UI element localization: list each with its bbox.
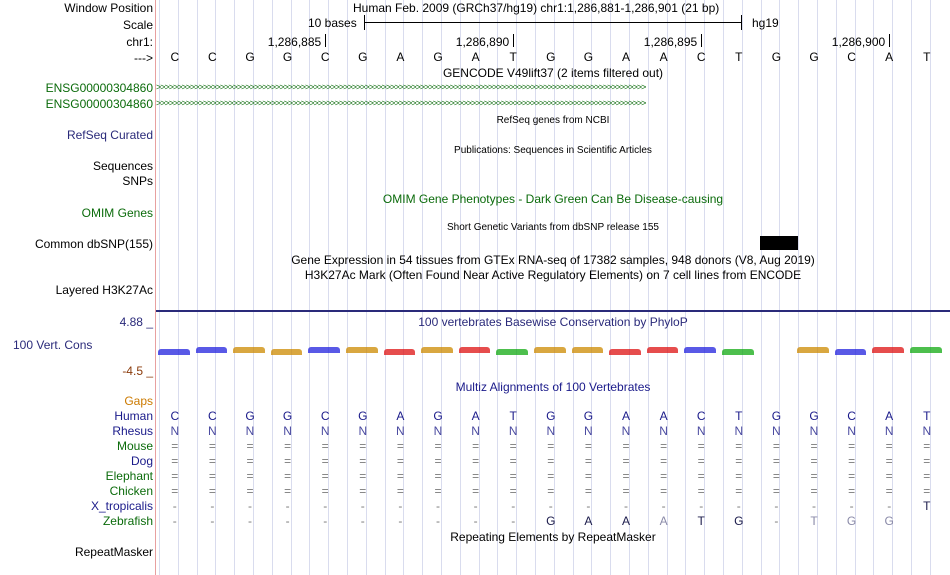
phylop-min: -4.5 _ bbox=[122, 364, 153, 378]
scale-bar-left-tick bbox=[364, 15, 365, 30]
multiz-title: Multiz Alignments of 100 Vertebrates bbox=[455, 380, 651, 394]
alignment-base: = bbox=[284, 454, 292, 468]
base-letter: A bbox=[471, 50, 480, 64]
phylop-logo bbox=[534, 347, 566, 353]
alignment-base: G bbox=[546, 409, 556, 423]
alignment-base: N bbox=[433, 424, 443, 438]
alignment-base: = bbox=[547, 469, 555, 483]
alignment-base: - bbox=[247, 514, 252, 528]
alignment-base: A bbox=[621, 409, 630, 423]
alignment-base: - bbox=[473, 499, 478, 513]
alignment-base: N bbox=[320, 424, 330, 438]
alignment-base: = bbox=[923, 439, 931, 453]
alignment-base: = bbox=[735, 469, 743, 483]
alignment-base: = bbox=[885, 454, 893, 468]
gene-feature-1[interactable]: >>>>>>>>>>>>>>>>>>>>>>>>>>>>>>>>>>>>>>>>>>>>>>>>>>>>>>>>>>>>>>>>>>>>>>>>>>>>>>>>>>>>>>>>>>>>>>>>>>>>>>>>>>>>>>>>>>> bbox=[156, 82, 646, 92]
alignment-base: = bbox=[584, 484, 592, 498]
alignment-base: N bbox=[471, 424, 480, 438]
alignment-base: = bbox=[208, 469, 216, 483]
phylop-logo bbox=[572, 347, 604, 353]
alignment-base: - bbox=[736, 499, 741, 513]
alignment-base: G bbox=[583, 409, 594, 423]
alignment-base: N bbox=[809, 424, 819, 438]
refseq-title: RefSeq genes from NCBI bbox=[496, 115, 610, 126]
alignment-base: - bbox=[210, 499, 215, 513]
snps-label[interactable]: SNPs bbox=[122, 174, 153, 188]
phylop-logo bbox=[609, 349, 641, 355]
alignment-base: - bbox=[247, 499, 252, 513]
base-letter: A bbox=[396, 50, 405, 64]
base-letter: C bbox=[847, 50, 856, 64]
alignment-base: = bbox=[923, 469, 931, 483]
chrom-label: chr1: bbox=[126, 35, 153, 49]
species-label[interactable]: Elephant bbox=[105, 469, 153, 483]
base-letter: G bbox=[433, 50, 443, 64]
position-label: 1,286,890 bbox=[455, 35, 510, 49]
alignment-base: = bbox=[246, 484, 254, 498]
alignment-base: = bbox=[171, 439, 179, 453]
alignment-base: G bbox=[884, 514, 894, 528]
alignment-base: A bbox=[584, 514, 593, 528]
scale-bar bbox=[364, 22, 742, 23]
alignment-base: = bbox=[208, 439, 216, 453]
alignment-base: G bbox=[734, 514, 744, 528]
alignment-base: = bbox=[472, 469, 480, 483]
alignment-base: C bbox=[170, 409, 180, 423]
alignment-base: - bbox=[435, 499, 440, 513]
alignment-base: = bbox=[246, 454, 254, 468]
base-letter: C bbox=[696, 50, 706, 64]
alignment-base: = bbox=[434, 439, 442, 453]
alignment-base: G bbox=[771, 409, 782, 423]
alignment-base: = bbox=[735, 439, 743, 453]
alignment-base: = bbox=[208, 454, 216, 468]
alignment-base: - bbox=[172, 514, 177, 528]
alignment-base: - bbox=[323, 499, 328, 513]
alignment-base: - bbox=[774, 499, 779, 513]
alignment-base: T bbox=[735, 409, 743, 423]
alignment-base: - bbox=[586, 499, 591, 513]
alignment-base: N bbox=[847, 424, 856, 438]
alignment-base: = bbox=[359, 439, 367, 453]
alignment-base: C bbox=[320, 409, 330, 423]
base-letter: G bbox=[583, 50, 594, 64]
alignment-base: T bbox=[697, 514, 705, 528]
alignment-base: = bbox=[171, 454, 179, 468]
repeat-label[interactable]: RepeatMasker bbox=[74, 545, 153, 559]
arrow-label: ---> bbox=[134, 51, 153, 65]
alignment-base: N bbox=[922, 424, 932, 438]
alignment-base: = bbox=[472, 454, 480, 468]
alignment-base: = bbox=[810, 469, 818, 483]
alignment-base: = bbox=[810, 439, 818, 453]
alignment-base: = bbox=[622, 439, 630, 453]
alignment-base: = bbox=[284, 469, 292, 483]
alignment-base: = bbox=[584, 439, 592, 453]
base-letter: C bbox=[320, 50, 330, 64]
alignment-base: N bbox=[772, 424, 781, 438]
alignment-base: - bbox=[172, 499, 177, 513]
alignment-base: = bbox=[923, 454, 931, 468]
alignment-base: = bbox=[697, 454, 705, 468]
alignment-base: = bbox=[772, 454, 780, 468]
alignment-base: = bbox=[434, 484, 442, 498]
phylop-logo bbox=[271, 349, 303, 355]
alignment-base: = bbox=[547, 484, 555, 498]
alignment-base: N bbox=[358, 424, 368, 438]
alignment-base: - bbox=[473, 514, 478, 528]
alignment-base: = bbox=[584, 469, 592, 483]
alignment-base: = bbox=[246, 469, 254, 483]
alignment-base: = bbox=[547, 454, 555, 468]
alignment-base: = bbox=[434, 469, 442, 483]
phylop-logo bbox=[459, 347, 491, 353]
alignment-base: - bbox=[623, 499, 628, 513]
window-position-text: Human Feb. 2009 (GRCh37/hg19) chr1:1,286,881-1,286,901 (21 bp) bbox=[353, 1, 720, 15]
alignment-base: N bbox=[283, 424, 292, 438]
species-label[interactable]: Rhesus bbox=[112, 424, 153, 438]
scale-bar-right-tick bbox=[741, 15, 742, 30]
h3k27ac-title: H3K27Ac Mark (Often Found Near Active Regulatory Elements) on 7 cell lines from ENCODE bbox=[304, 268, 802, 282]
alignment-base: - bbox=[811, 499, 816, 513]
alignment-base: - bbox=[360, 499, 365, 513]
alignment-base: N bbox=[546, 424, 556, 438]
dbsnp-title: Short Genetic Variants from dbSNP release 155 bbox=[447, 222, 659, 233]
alignment-base: C bbox=[208, 409, 217, 423]
alignment-base: N bbox=[884, 424, 894, 438]
alignment-base: A bbox=[396, 409, 405, 423]
alignment-base: = bbox=[848, 484, 856, 498]
alignment-base: = bbox=[697, 439, 705, 453]
phylop-logo bbox=[910, 347, 942, 353]
alignment-base: = bbox=[171, 469, 179, 483]
alignment-base: G bbox=[282, 409, 293, 423]
species-label[interactable]: Mouse bbox=[116, 439, 153, 453]
base-letter: A bbox=[621, 50, 630, 64]
position-label: 1,286,895 bbox=[643, 35, 698, 49]
alignment-base: A bbox=[885, 409, 894, 423]
alignment-base: = bbox=[321, 469, 329, 483]
position-label: 1,286,900 bbox=[831, 35, 886, 49]
alignment-base: = bbox=[810, 454, 818, 468]
alignment-base: = bbox=[246, 439, 254, 453]
phylop-logo bbox=[496, 349, 528, 355]
alignment-base: A bbox=[621, 514, 630, 528]
alignment-base: = bbox=[622, 469, 630, 483]
alignment-base: - bbox=[398, 499, 403, 513]
h3k27ac-baseline bbox=[156, 310, 950, 312]
base-letter: G bbox=[809, 50, 819, 64]
alignment-base: - bbox=[435, 514, 440, 528]
alignment-base: = bbox=[509, 484, 517, 498]
species-label[interactable]: X_tropicalis bbox=[90, 499, 153, 513]
alignment-base: = bbox=[284, 439, 292, 453]
phylop-logo bbox=[384, 349, 416, 355]
alignment-base: T bbox=[810, 514, 818, 528]
alignment-base: N bbox=[659, 424, 668, 438]
alignment-base: = bbox=[472, 484, 480, 498]
alignment-base: - bbox=[398, 514, 403, 528]
base-letter: T bbox=[509, 50, 517, 64]
alignment-base: = bbox=[622, 454, 630, 468]
base-letter: G bbox=[358, 50, 368, 64]
alignment-base: = bbox=[697, 469, 705, 483]
phylop-logo bbox=[196, 347, 228, 353]
alignment-base: N bbox=[621, 424, 631, 438]
window-position-label: Window Position bbox=[64, 1, 153, 15]
alignment-base: N bbox=[696, 424, 706, 438]
base-letter: G bbox=[282, 50, 293, 64]
alignment-base: = bbox=[359, 454, 367, 468]
alignment-base: = bbox=[472, 439, 480, 453]
gencode-title: GENCODE V49lift37 (2 items filtered out) bbox=[442, 66, 664, 80]
species-label[interactable]: Zebrafish bbox=[102, 514, 153, 528]
alignment-base: T bbox=[509, 409, 517, 423]
phylop-logo bbox=[647, 347, 679, 353]
alignment-base: = bbox=[434, 454, 442, 468]
alignment-base: - bbox=[548, 499, 553, 513]
alignment-base: = bbox=[885, 484, 893, 498]
alignment-base: = bbox=[208, 484, 216, 498]
phylop-logo bbox=[684, 347, 716, 353]
alignment-base: N bbox=[245, 424, 255, 438]
alignment-base: = bbox=[885, 469, 893, 483]
position-label: 1,286,885 bbox=[267, 35, 322, 49]
base-letter: A bbox=[885, 50, 894, 64]
alignment-base: = bbox=[359, 469, 367, 483]
phylop-logo bbox=[835, 349, 867, 355]
alignment-base: = bbox=[284, 484, 292, 498]
omim-label[interactable]: OMIM Genes bbox=[81, 206, 153, 220]
gencode-item-label-2[interactable]: ENSG00000304860 bbox=[45, 97, 153, 111]
alignment-base: = bbox=[660, 454, 668, 468]
alignment-base: = bbox=[735, 484, 743, 498]
omim-title: OMIM Gene Phenotypes - Dark Green Can Be Disease-causing bbox=[382, 192, 724, 206]
scale-label: Scale bbox=[122, 18, 153, 32]
alignment-base: = bbox=[509, 454, 517, 468]
alignment-base: = bbox=[171, 484, 179, 498]
phylop-logo bbox=[872, 347, 904, 353]
repeat-title: Repeating Elements by RepeatMasker bbox=[450, 530, 656, 544]
alignment-base: - bbox=[699, 499, 704, 513]
position-tick bbox=[701, 34, 702, 47]
species-label[interactable]: Human bbox=[114, 409, 153, 423]
alignment-base: - bbox=[661, 499, 666, 513]
alignment-base: G bbox=[846, 514, 857, 528]
alignment-base: = bbox=[396, 484, 404, 498]
alignment-base: = bbox=[396, 469, 404, 483]
alignment-base: = bbox=[396, 454, 404, 468]
h3k27ac-label[interactable]: Layered H3K27Ac bbox=[55, 283, 153, 297]
alignment-base: - bbox=[849, 499, 854, 513]
alignment-base: = bbox=[622, 484, 630, 498]
alignment-base: A bbox=[471, 409, 480, 423]
alignment-base: = bbox=[321, 439, 329, 453]
alignment-base: N bbox=[170, 424, 180, 438]
alignment-base: - bbox=[887, 499, 892, 513]
alignment-base: C bbox=[696, 409, 706, 423]
alignment-base: C bbox=[847, 409, 856, 423]
alignment-base: G bbox=[433, 409, 443, 423]
alignment-base: N bbox=[208, 424, 217, 438]
alignment-base: = bbox=[923, 484, 931, 498]
alignment-base: G bbox=[809, 409, 819, 423]
alignment-base: G bbox=[546, 514, 556, 528]
phylop-logo bbox=[421, 347, 453, 353]
alignment-base: - bbox=[285, 514, 290, 528]
alignment-base: = bbox=[660, 484, 668, 498]
sequences-label[interactable]: Sequences bbox=[92, 159, 153, 173]
alignment-base: = bbox=[660, 439, 668, 453]
alignment-base: = bbox=[772, 469, 780, 483]
base-letter: T bbox=[735, 50, 743, 64]
refseq-label[interactable]: RefSeq Curated bbox=[66, 128, 153, 142]
alignment-base: G bbox=[358, 409, 368, 423]
base-letter: G bbox=[245, 50, 255, 64]
alignment-base: N bbox=[584, 424, 593, 438]
dbsnp-label[interactable]: Common dbSNP(155) bbox=[34, 237, 153, 251]
position-tick bbox=[513, 34, 514, 47]
alignment-base: = bbox=[697, 484, 705, 498]
dbsnp-variant[interactable] bbox=[760, 236, 798, 250]
alignment-base: = bbox=[810, 484, 818, 498]
phylop-logo bbox=[797, 347, 829, 353]
alignment-base: = bbox=[735, 454, 743, 468]
alignment-base: = bbox=[547, 439, 555, 453]
phylop-logo bbox=[158, 349, 190, 355]
base-letter: G bbox=[546, 50, 556, 64]
alignment-base: - bbox=[285, 499, 290, 513]
alignment-base: = bbox=[584, 454, 592, 468]
alignment-base: = bbox=[321, 484, 329, 498]
alignment-base: = bbox=[509, 469, 517, 483]
alignment-base: N bbox=[396, 424, 405, 438]
base-letter: C bbox=[208, 50, 217, 64]
base-letter: G bbox=[771, 50, 782, 64]
alignment-base: = bbox=[848, 454, 856, 468]
base-letter: A bbox=[659, 50, 668, 64]
species-label[interactable]: Chicken bbox=[109, 484, 153, 498]
phylop-logo bbox=[308, 347, 340, 353]
alignment-base: = bbox=[321, 454, 329, 468]
alignment-base: = bbox=[848, 469, 856, 483]
alignment-base: = bbox=[396, 439, 404, 453]
base-letter: T bbox=[923, 50, 931, 64]
alignment-base: T bbox=[923, 409, 931, 423]
alignment-base: - bbox=[511, 514, 516, 528]
position-tick bbox=[325, 34, 326, 47]
alignment-base: A bbox=[659, 514, 668, 528]
position-tick bbox=[889, 34, 890, 47]
alignment-base: = bbox=[359, 484, 367, 498]
alignment-base: - bbox=[511, 499, 516, 513]
alignment-base: N bbox=[734, 424, 744, 438]
phylop-label[interactable]: 100 Vert. Cons bbox=[13, 338, 93, 352]
phylop-title: 100 vertebrates Basewise Conservation by PhyloP bbox=[418, 315, 688, 329]
phylop-logo bbox=[346, 347, 378, 353]
scale-assembly: hg19 bbox=[752, 16, 779, 30]
phylop-logo bbox=[233, 347, 265, 353]
alignment-base: = bbox=[660, 469, 668, 483]
alignment-base: G bbox=[245, 409, 255, 423]
species-label[interactable]: Dog bbox=[130, 454, 153, 468]
gaps-label[interactable]: Gaps bbox=[124, 394, 153, 408]
alignment-base: = bbox=[772, 484, 780, 498]
alignment-base: = bbox=[848, 439, 856, 453]
base-letter: C bbox=[170, 50, 180, 64]
alignment-base: = bbox=[509, 439, 517, 453]
phylop-max: 4.88 _ bbox=[119, 315, 153, 329]
gene-feature-2[interactable]: >>>>>>>>>>>>>>>>>>>>>>>>>>>>>>>>>>>>>>>>>>>>>>>>>>>>>>>>>>>>>>>>>>>>>>>>>>>>>>>>>>>>>>>>>>>>>>>>>>>>>>>>>>>>>>>>>>> bbox=[156, 98, 646, 108]
alignment-base: N bbox=[508, 424, 518, 438]
alignment-base: = bbox=[885, 439, 893, 453]
alignment-base: T bbox=[923, 499, 931, 513]
alignment-base: = bbox=[772, 439, 780, 453]
phylop-logo bbox=[722, 349, 754, 355]
alignment-base: - bbox=[210, 514, 215, 528]
gtex-title: Gene Expression in 54 tissues from GTEx RNA-seq of 17382 samples, 948 donors (V8, Aug 2019) bbox=[291, 253, 815, 267]
alignment-base: A bbox=[659, 409, 668, 423]
alignment-base: - bbox=[774, 514, 779, 528]
alignment-base: - bbox=[323, 514, 328, 528]
publications-title: Publications: Sequences in Scientific Articles bbox=[454, 145, 652, 156]
alignment-base: - bbox=[360, 514, 365, 528]
scale-text: 10 bases bbox=[308, 16, 357, 30]
gencode-item-label-1[interactable]: ENSG00000304860 bbox=[45, 81, 153, 95]
